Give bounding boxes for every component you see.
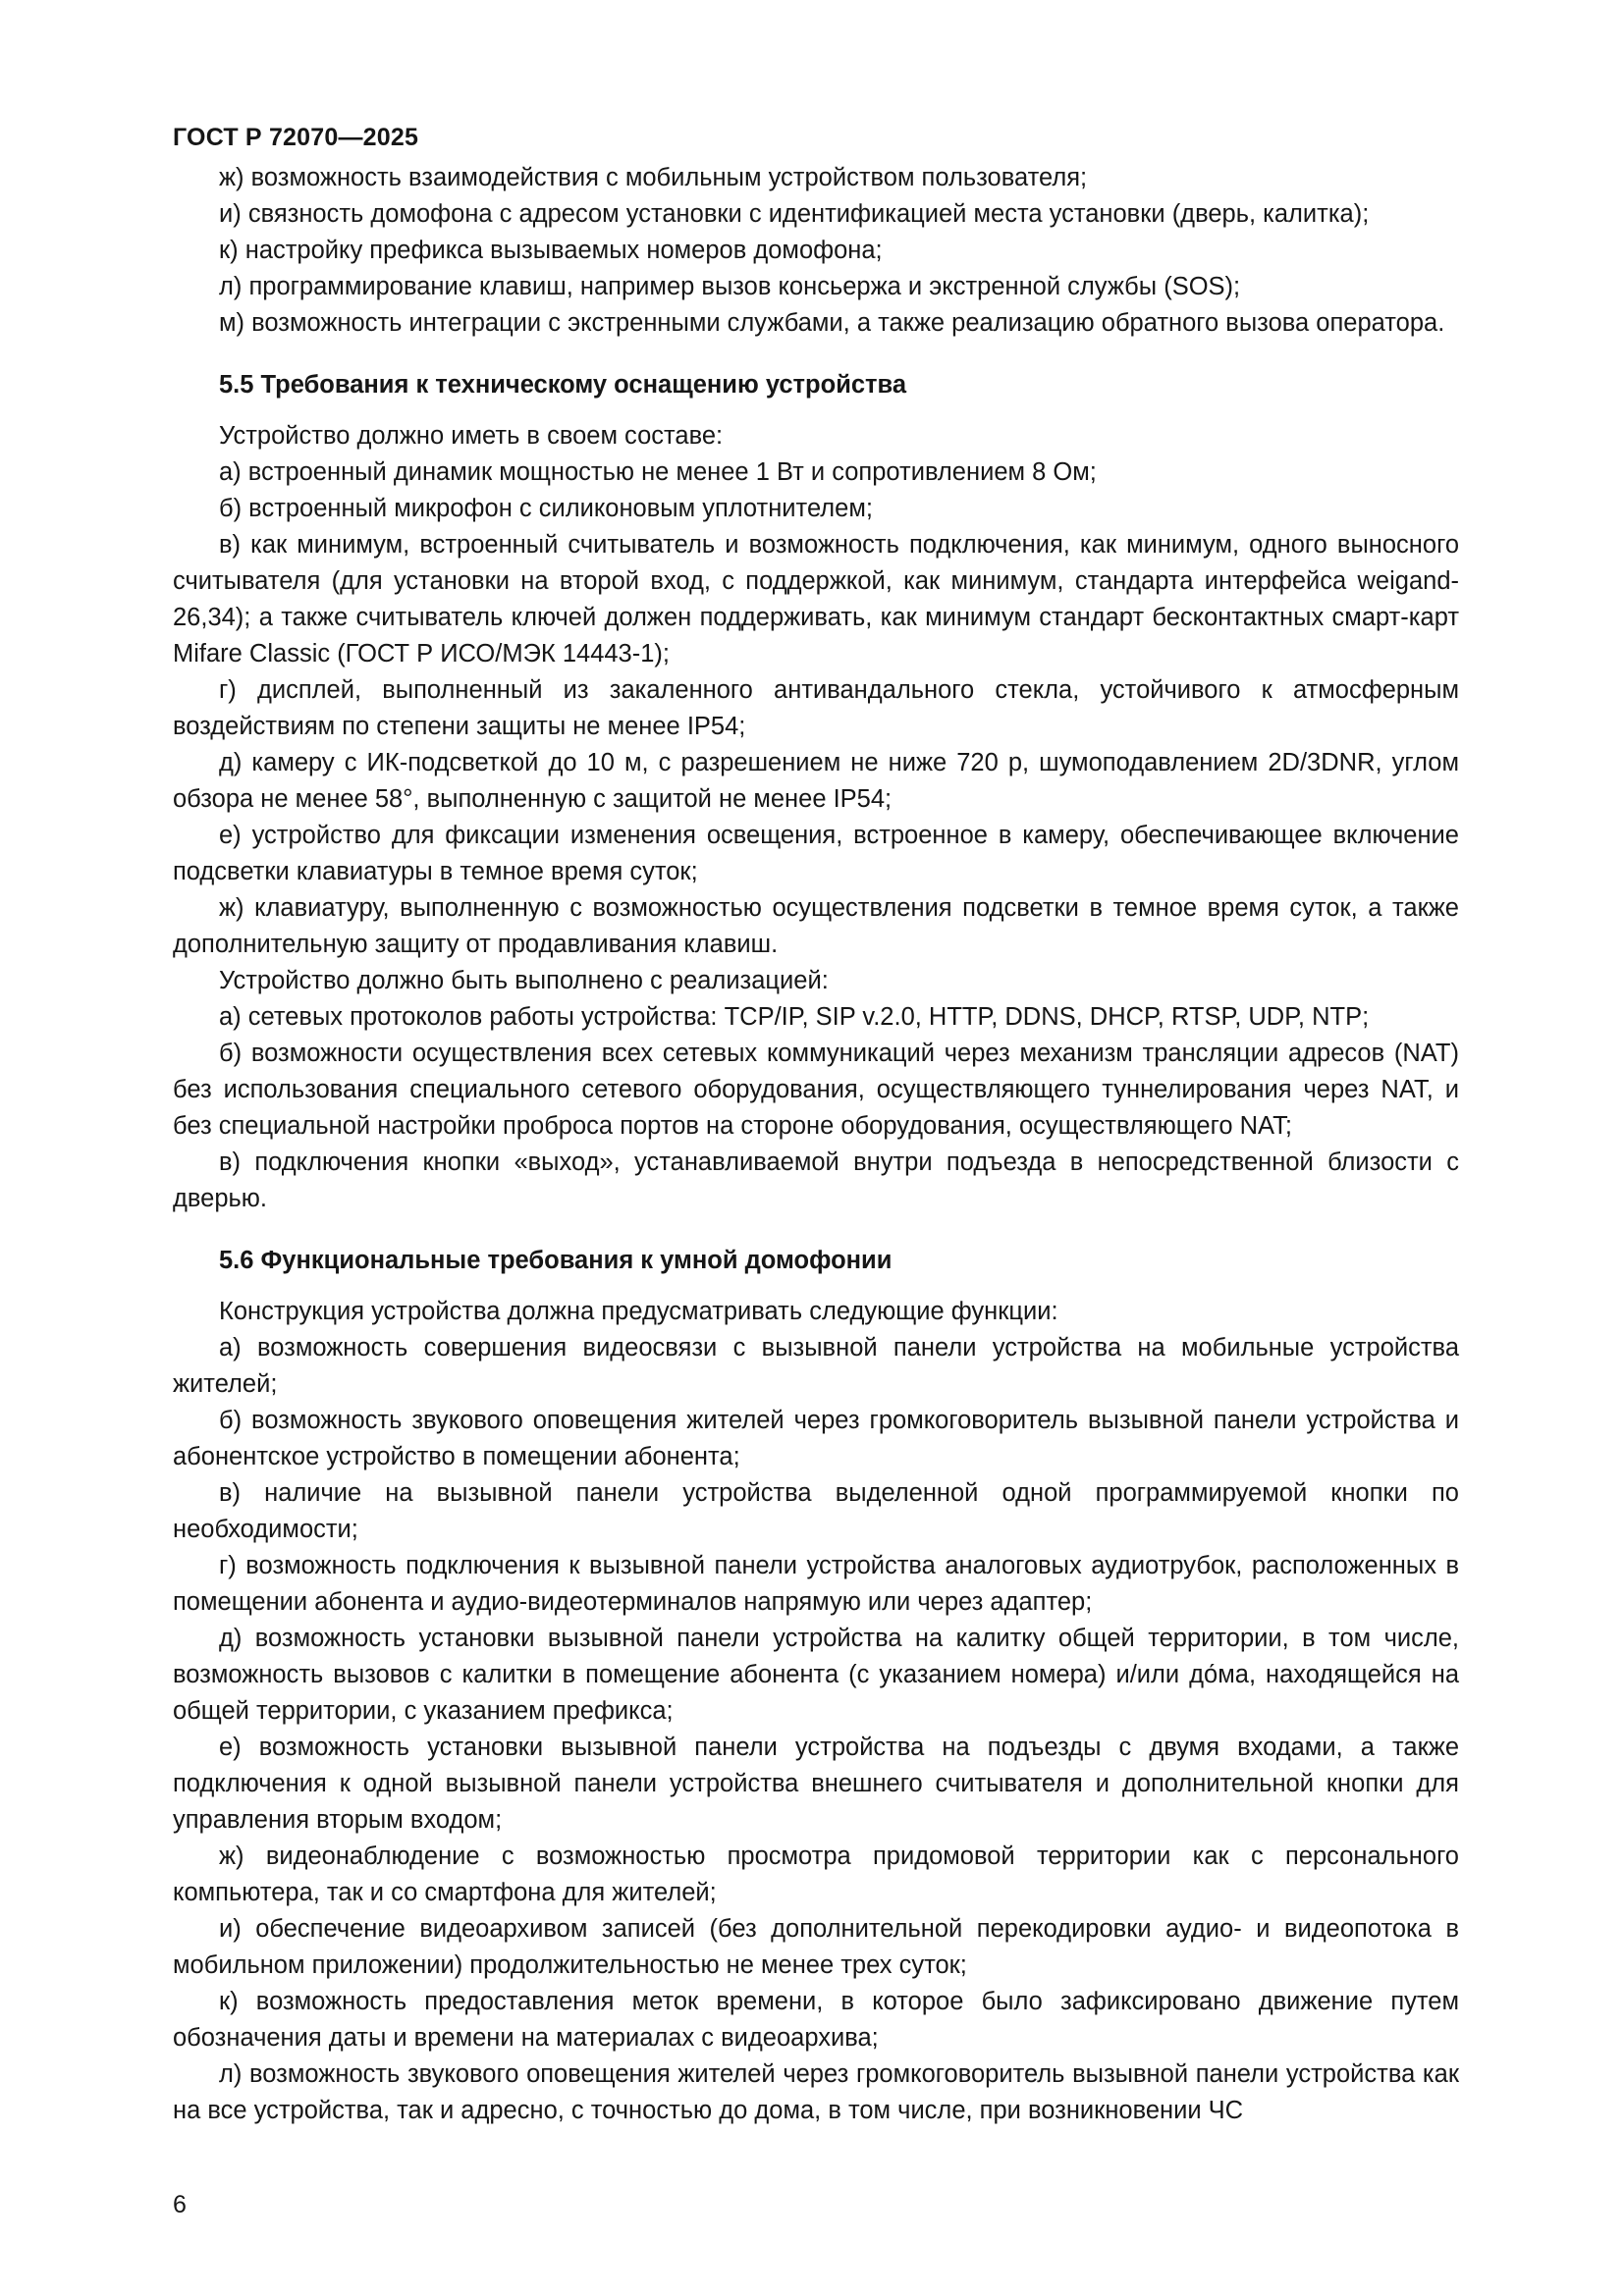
paragraph: е) возможность установки вызывной панели устройства на подъезды с двумя входами, а также подключения к одной вызывной панели устройства внешнего считывателя и дополнительной кнопки для управления вторым входом; — [173, 1734, 1459, 1834]
document-body — [173, 160, 1459, 2129]
paragraph: г) возможность подключения к вызывной панели устройства аналоговых аудиотрубок, расположенных в помещении абонента и аудио-видеотерминалов напрямую или через адаптер; — [173, 1552, 1459, 1616]
paragraph: б) возможности осуществления всех сетевых коммуникаций через механизм трансляции адресов (NAT) без использования специального сетевого оборудования, осуществляющего туннелирования через NAT, и без специальной настройки проброса портов на стороне оборудования, осуществляющего NAT; — [173, 1040, 1459, 1140]
paragraph: в) подключения кнопки «выход», устанавливаемой внутри подъезда в непосредственной близости с дверью. — [173, 1148, 1459, 1212]
paragraph: д) возможность установки вызывной панели устройства на калитку общей территории, в том числе, возможность вызовов с калитки в помещение абонента (с указанием номера) и/или до́ма, находящейся на общей территории, с указанием префикса; — [173, 1625, 1459, 1725]
paragraph: Устройство должно быть выполнено с реализацией: — [219, 967, 829, 994]
paragraph: и) связность домофона с адресом установки с идентификацией места установки (дверь, калитка); — [219, 200, 1370, 228]
paragraph: и) обеспечение видеоархивом записей (без дополнительной перекодировки аудио- и видеопотока в мобильном приложении) продолжительностью не менее трех суток; — [173, 1915, 1459, 1979]
page-number: 6 — [173, 2191, 187, 2218]
paragraph: Конструкция устройства должна предусматривать следующие функции: — [219, 1298, 1058, 1325]
document-header: ГОСТ Р 72070—2025 — [173, 124, 419, 151]
paragraph: ж) клавиатуру, выполненную с возможностью осуществления подсветки в темное время суток, а также дополнительную защиту от продавливания клавиш. — [173, 894, 1459, 958]
paragraph: ж) возможность взаимодействия с мобильным устройством пользователя; — [219, 164, 1088, 191]
paragraph: а) возможность совершения видеосвязи с вызывной панели устройства на мобильные устройства жителей; — [173, 1334, 1459, 1398]
paragraph: б) возможность звукового оповещения жителей через громкоговоритель вызывной панели устройства и абонентское устройство в помещении абонента; — [173, 1407, 1459, 1470]
paragraph: в) как минимум, встроенный считыватель и возможность подключения, как минимум, одного выносного считывателя (для установки на второй вход, с поддержкой, как минимум, стандарта интерфейса weigand-26,34); а также считыватель ключей должен поддерживать, как минимум стандарт бесконтактных смарт-карт Mifare Classic (ГОСТ Р ИСО/МЭК 14443-1); — [173, 531, 1459, 667]
paragraph: а) встроенный динамик мощностью не менее 1 Вт и сопротивлением 8 Ом; — [219, 458, 1097, 486]
paragraph: е) устройство для фиксации изменения освещения, встроенное в камеру, обеспечивающее включение подсветки клавиатуры в темное время суток; — [173, 822, 1459, 885]
paragraph: ж) видеонаблюдение с возможностью просмотра придомовой территории как с персонального компьютера, так и со смартфона для жителей; — [173, 1842, 1459, 1906]
paragraph: л) программирование клавиш, например вызов консьержа и экстренной службы (SOS); — [219, 273, 1241, 300]
section-heading: 5.5 Требования к техническому оснащению устройства — [219, 371, 907, 399]
paragraph: к) возможность предоставления меток времени, в которое было зафиксировано движение путем обозначения даты и времени на материалах с видеоархива; — [173, 1988, 1459, 2052]
paragraph: м) возможность интеграции с экстренными службами, а также реализацию обратного вызова оператора. — [219, 309, 1445, 337]
paragraph: г) дисплей, выполненный из закаленного антивандального стекла, устойчивого к атмосферным воздействиям по степени защиты не менее IP54; — [173, 676, 1459, 740]
section-heading: 5.6 Функциональные требования к умной домофонии — [219, 1247, 893, 1274]
paragraph: Устройство должно иметь в своем составе: — [219, 422, 724, 450]
paragraph: л) возможность звукового оповещения жителей через громкоговоритель вызывной панели устройства как на все устройства, так и адресно, с точностью до дома, в том числе, при возникновении ЧС — [173, 2060, 1459, 2124]
paragraph: а) сетевых протоколов работы устройства: TCP/IP, SIP v.2.0, HTTP, DDNS, DHCP, RTSP, UDP, NTP; — [219, 1003, 1370, 1031]
paragraph: к) настройку префикса вызываемых номеров домофона; — [219, 237, 883, 264]
paragraph: б) встроенный микрофон с силиконовым уплотнителем; — [219, 495, 873, 522]
paragraph: в) наличие на вызывной панели устройства выделенной одной программируемой кнопки по необходимости; — [173, 1479, 1459, 1543]
paragraph: д) камеру с ИК-подсветкой до 10 м, с разрешением не ниже 720 p, шумоподавлением 2D/3DNR, углом обзора не менее 58°, выполненную с защитой не менее IP54; — [173, 749, 1459, 813]
